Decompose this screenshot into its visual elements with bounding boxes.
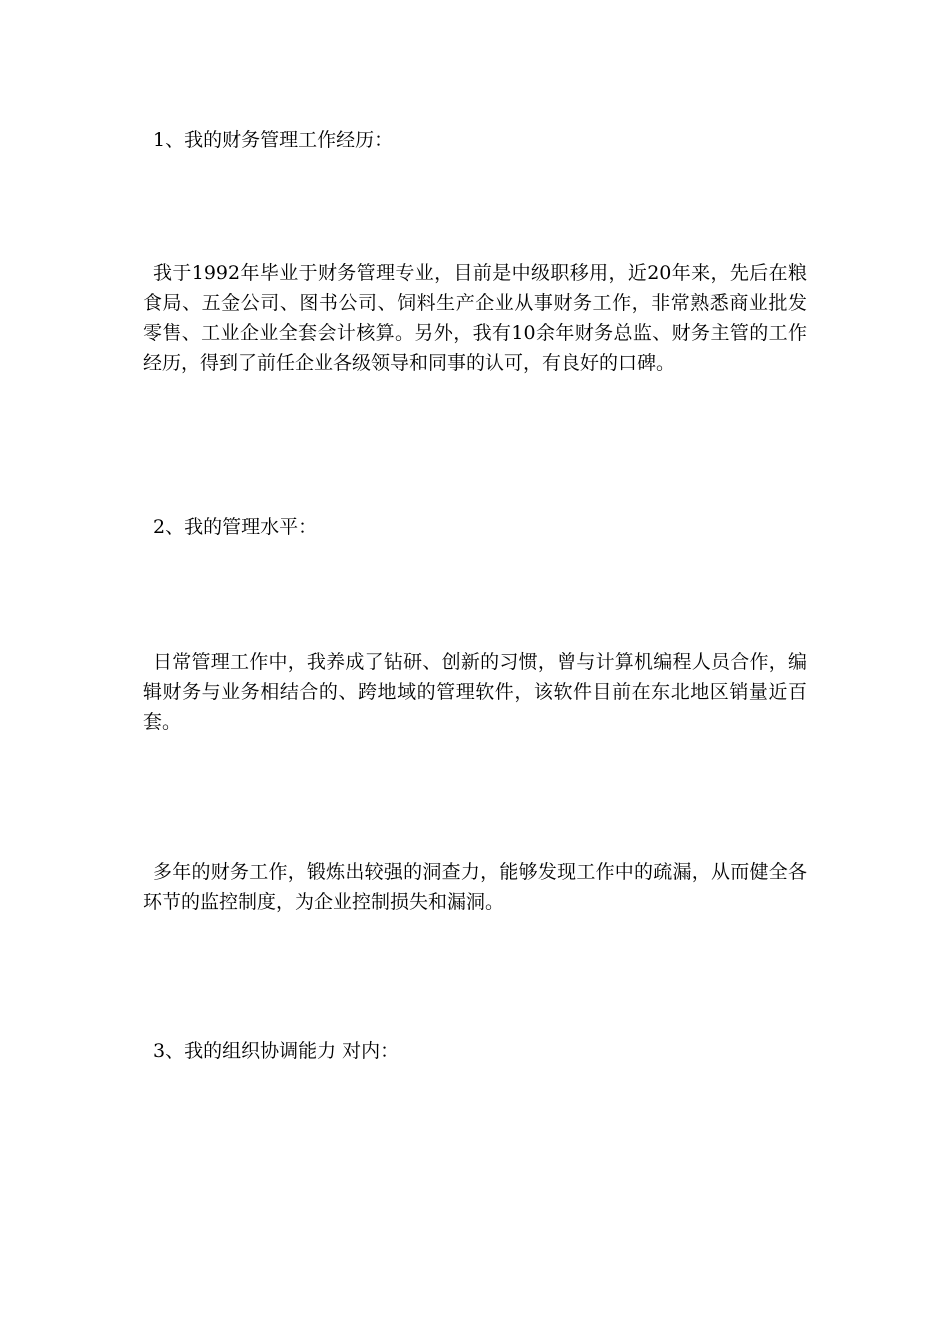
section-2-paragraph-1: 日常管理工作中，我养成了钻研、创新的习惯，曾与计算机编程人员合作，编辑财务与业务相结合的、跨地域的管理软件，该软件目前在东北地区销量近百套。 — [143, 651, 807, 733]
section-2-heading: 2、我的管理水平： — [153, 516, 318, 538]
section-1-heading: 1、我的财务管理工作经历： — [153, 129, 394, 151]
section-2-paragraph-2: 多年的财务工作，锻炼出较强的洞查力，能够发现工作中的疏漏，从而健全各环节的监控制度，为企业控制损失和漏洞。 — [143, 861, 807, 913]
section-3-heading: 3、我的组织协调能力 对内： — [153, 1040, 400, 1062]
section-1-paragraph-1: 我于1992年毕业于财务管理专业，目前是中级职移用，近20年来，先后在粮食局、五金公司、图书公司、饲料生产企业从事财务工作，非常熟悉商业批发零售、工业企业全套会计核算。另外，我有10余年财务总监、财务主管的工作经历，得到了前任企业各级领导和同事的认可，有良好的口碑。 — [143, 262, 807, 374]
